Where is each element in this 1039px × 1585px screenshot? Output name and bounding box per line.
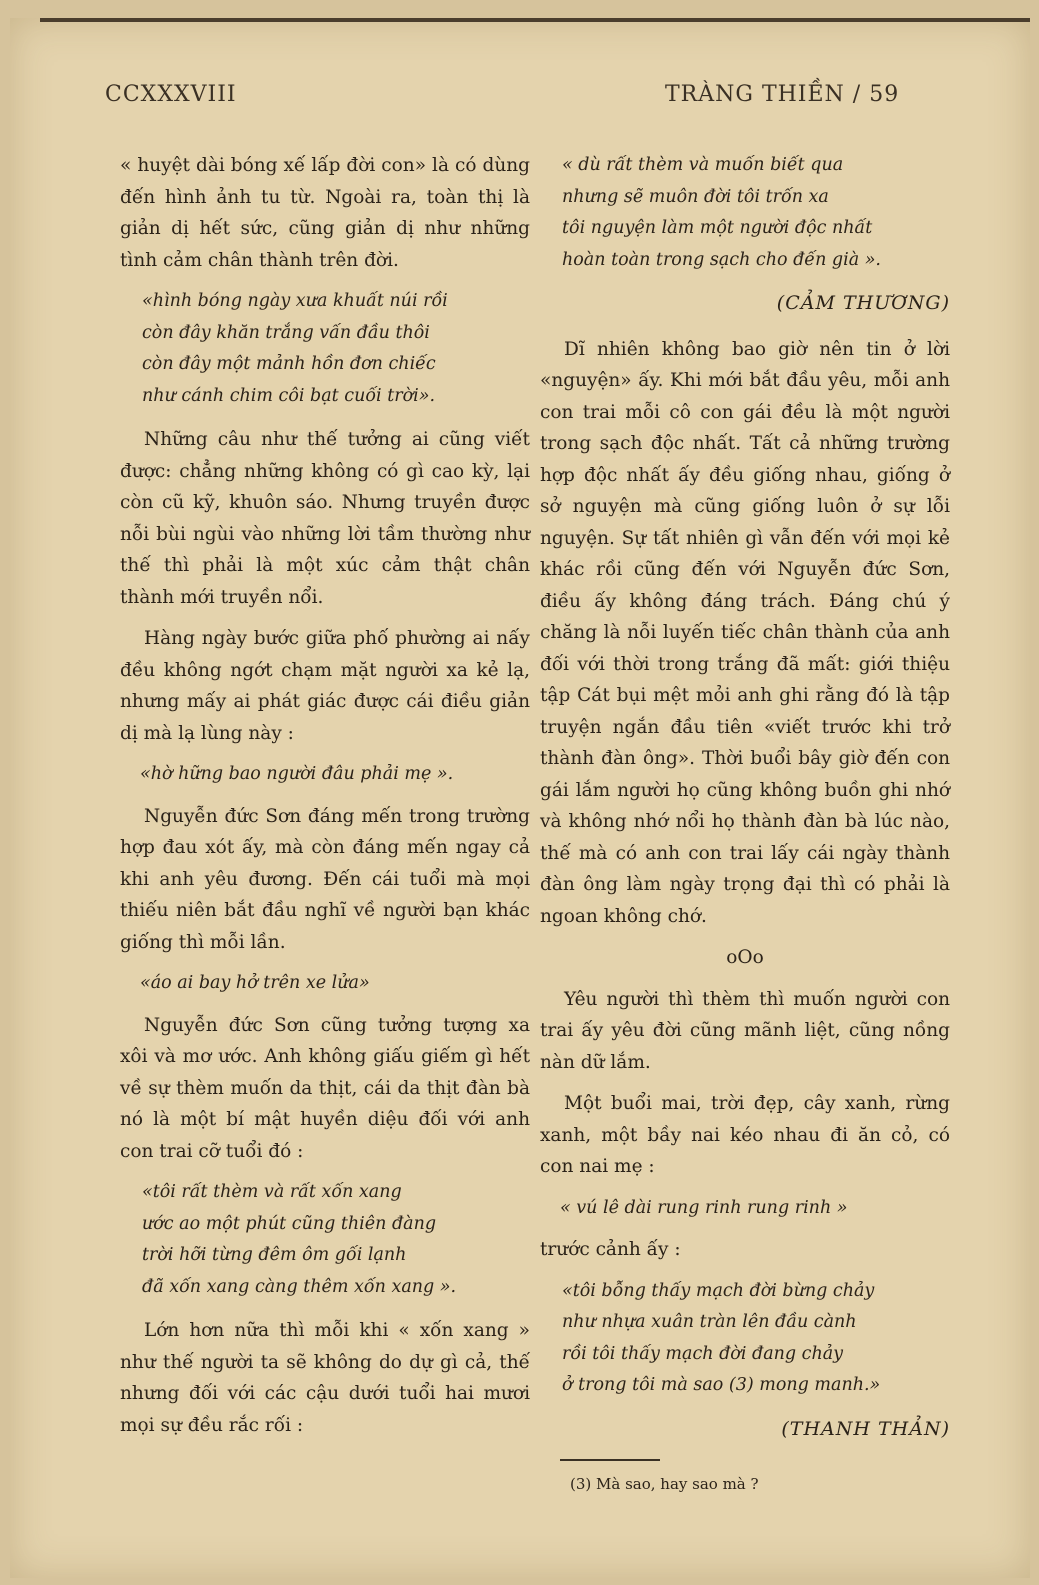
section-separator: oOo (726, 947, 764, 968)
verse-line: tôi nguyện làm một người độc nhất (562, 218, 873, 238)
verse-line: trời hỡi từng đêm ôm gối lạnh (142, 1245, 407, 1265)
paragraph: Lớn hơn nữa thì mỗi khi « xốn xang » như thế người ta sẽ không do dự gì cả, thế nhưng đối với các cậu dưới tuổi hai mươi mọi sự đều rắc rối : (120, 1320, 530, 1436)
verse-line: « dù rất thèm và muốn biết qua (562, 155, 844, 175)
verse-line: «hình bóng ngày xưa khuất núi rồi (142, 291, 448, 311)
verse-line: như nhựa xuân tràn lên đầu cành (562, 1312, 857, 1332)
footnote-rule (560, 1459, 660, 1461)
verse-line: rồi tôi thấy mạch đời đang chảy (562, 1343, 844, 1364)
paragraph: Nguyễn đức Sơn đáng mến trong trường hợp đau xót ấy, mà còn đáng mến ngay cả khi anh yêu đương. Đến cái tuổi mà mọi thiếu niên bắt đầu nghĩ về người bạn khác giống thì mỗi lần. (120, 805, 530, 953)
left-column (120, 150, 530, 1451)
verse-block (120, 286, 530, 412)
right-column (540, 150, 950, 1511)
verse-line: «tôi bỗng thấy mạch đời bừng chảy (562, 1280, 875, 1301)
paragraph: Những câu như thế tưởng ai cũng viết được: chẳng những không có gì cao kỳ, lại còn cũ kỹ, khuôn sáo. Nhưng truyền được nỗi bùi ngùi vào những lời tầm thường như thế thì phải là một xúc cảm thật chân thành mới truyền nổi. (120, 429, 530, 608)
poem-attribution: (CẢM THƯƠNG) (776, 292, 950, 314)
quote-line: «áo ai bay hở trên xe lửa» (140, 973, 370, 993)
running-head-right: TRÀNG THIỀN / 59 (665, 82, 900, 107)
paragraph: Yêu người thì thèm thì muốn người con trai ấy yêu đời cũng mãnh liệt, cũng nồng nàn dữ lắm. (540, 988, 950, 1073)
verse-block (540, 1276, 950, 1402)
paragraph: Dĩ nhiên không bao giờ nên tin ở lời «nguyện» ấy. Khi mới bắt đầu yêu, mỗi anh con trai mỗi cô con gái đều là một người trong sạch độc nhất. Tất cả những trường hợp độc nhất ấy đều giống nhau, giống ở sở nguyện mà cũng giống luôn ở sự lỗi nguyện. Sự tất nhiên gì vẫn đến với mọi kẻ khác rồi cũng đến với Nguyễn đức Sơn, điều ấy không đáng trách. Đáng chú ý chăng là nỗi luyến tiếc chân thành của anh đối với thời trong trắng đã mất: giới thiệu tập Cát bụi mệt mỏi anh ghi rằng đó là tập truyện ngắn đầu tiên «viết trước khi trở thành đàn ông». Thời buổi bây giờ đến con gái lắm người họ cũng không buồn ghi nhớ và không nhớ nổi họ thành đàn bà lúc nào, thế mà có anh con trai lấy cái ngày thành đàn ông làm ngày trọng đại thì có phải là ngoan không chớ. (540, 338, 950, 927)
verse-line: «tôi rất thèm và rất xốn xang (142, 1182, 402, 1202)
paragraph: Một buổi mai, trời đẹp, cây xanh, rừng xanh, một bầy nai kéo nhau đi ăn cỏ, có con nai mẹ : (540, 1093, 950, 1177)
verse-line: ở trong tôi mà sao (3) mong manh.» (562, 1375, 881, 1395)
top-rule (40, 18, 1030, 22)
verse-block (120, 1177, 530, 1303)
paragraph: Hàng ngày bước giữa phố phường ai nấy đều không ngớt chạm mặt người xa kẻ lạ, nhưng mấy ai phát giác được cái điều giản dị mà lạ lùng này : (120, 628, 530, 744)
running-head-left: CCXXXVIII (105, 82, 237, 107)
verse-line: ước ao một phút cũng thiên đàng (142, 1213, 437, 1234)
verse-line: nhưng sẽ muôn đời tôi trốn xa (562, 186, 829, 207)
paragraph: « huyệt dài bóng xế lấp đời con» là có dùng đến hình ảnh tu từ. Ngoài ra, toàn thị là giản dị hết sức, cũng giản dị như những tình cảm chân thành trên đời. (120, 155, 530, 271)
poem-attribution: (THANH THẢN) (781, 1417, 950, 1440)
verse-line: hoàn toàn trong sạch cho đến già ». (562, 249, 881, 270)
footnote: (3) Mà sao, hay sao mà ? (570, 1475, 759, 1493)
verse-line: như cánh chim côi bạt cuối trời». (142, 385, 436, 406)
verse-line: còn đây một mảnh hồn đơn chiếc (142, 354, 436, 374)
verse-line: đã xốn xang càng thêm xốn xang ». (142, 1276, 457, 1297)
quote-line: « vú lê dài rung rinh rung rinh » (560, 1197, 848, 1218)
verse-block (540, 150, 950, 276)
paragraph: trước cảnh ấy : (540, 1239, 681, 1260)
paragraph: Nguyễn đức Sơn cũng tưởng tượng xa xôi và mơ ước. Anh không giấu giếm gì hết về sự thèm muốn da thịt, cái da thịt đàn bà nó là một bí mật huyền diệu đối với anh con trai cỡ tuổi đó : (120, 1014, 530, 1162)
verse-line: còn đây khăn trắng vấn đầu thôi (142, 322, 430, 343)
quote-line: «hờ hững bao người đâu phải mẹ ». (140, 764, 454, 784)
